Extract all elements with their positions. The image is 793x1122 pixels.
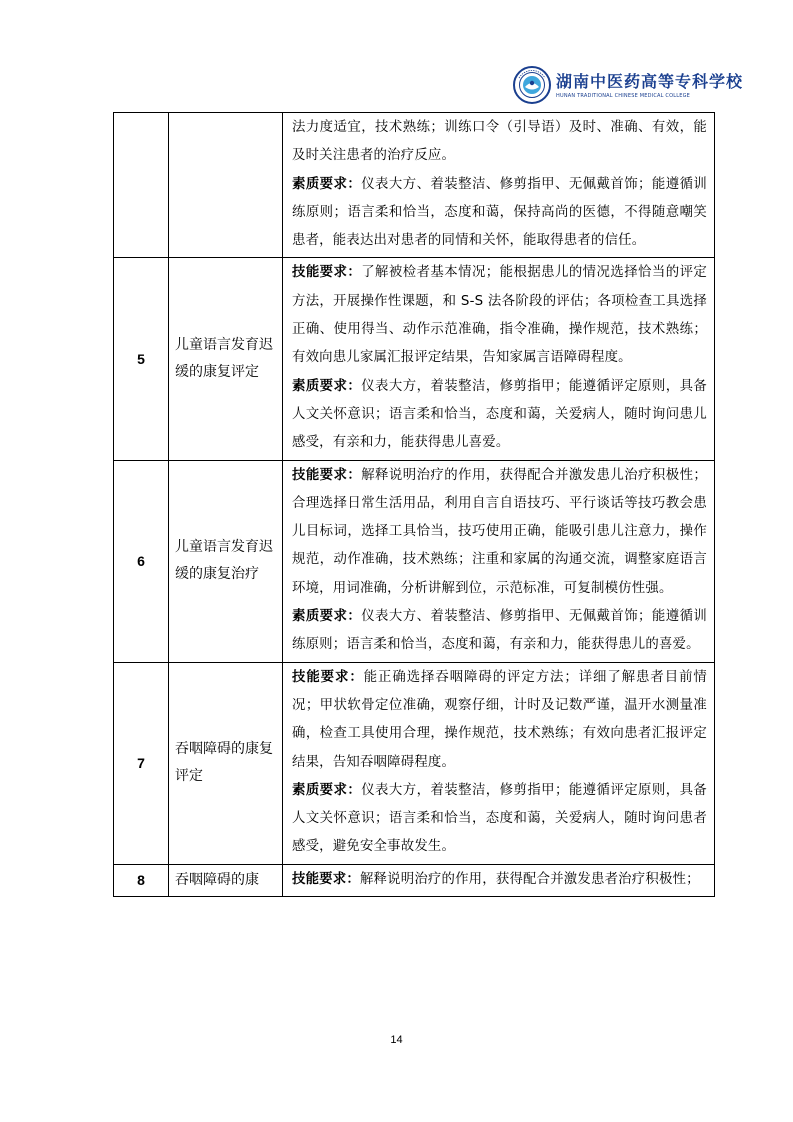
requirement-cell <box>283 113 715 258</box>
skill-label: 技能要求： <box>292 669 364 685</box>
skill-label: 技能要求： <box>292 871 360 887</box>
requirement-cell <box>283 662 715 864</box>
skill-label: 技能要求： <box>292 265 362 281</box>
table-row <box>114 113 715 258</box>
table-row <box>114 258 715 460</box>
item-name-cell: 吞咽障碍的康复评定 <box>169 662 283 864</box>
requirement-cell <box>283 258 715 460</box>
skill-text: 能正确选择吞咽障碍的评定方法；详细了解患者目前情况；甲状软骨定位准确，观察仔细，计时及记数严谨，温开水测量准确，检查工具使用合理，操作规范，技术熟练；有效向患者汇报评定结果，告知吞咽障碍程度。 <box>292 669 707 770</box>
row-number-cell: 7 <box>114 662 169 864</box>
row-number-cell: 5 <box>114 258 169 460</box>
item-name-cell: 吞咽障碍的康 <box>169 864 283 896</box>
skill-label: 技能要求： <box>292 467 362 483</box>
school-name-cn: 湖南中医药高等专科学校 <box>556 72 744 91</box>
skill-requirement <box>292 462 707 603</box>
page-number: 14 <box>390 1034 403 1046</box>
skill-requirement <box>292 866 707 894</box>
row-number-cell: 6 <box>114 460 169 662</box>
school-logo <box>513 66 744 106</box>
quality-label: 素质要求： <box>292 782 362 798</box>
table-row <box>114 864 715 896</box>
skill-requirement <box>292 664 707 777</box>
item-name-cell: 儿童语言发育迟缓的康复评定 <box>169 258 283 460</box>
quality-label: 素质要求： <box>292 609 362 625</box>
table-row <box>114 460 715 662</box>
quality-requirement <box>292 373 707 458</box>
skill-text: 了解被检者基本情况；能根据患儿的情况选择恰当的评定方法，开展操作性课题，和 S-S 法各阶段的评估；各项检查工具选择正确、使用得当、动作示范准确，指令准确，操作规范，技术熟练；有效向患儿家属汇报评定结果，告知家属言语障碍程度。 <box>292 265 708 366</box>
quality-requirement <box>292 603 707 660</box>
quality-requirement <box>292 777 707 862</box>
item-name-cell: 儿童语言发育迟缓的康复治疗 <box>169 460 283 662</box>
quality-label: 素质要求： <box>292 176 362 192</box>
continuation-text: 法力度适宜，技术熟练；训练口令（引导语）及时、准确、有效，能及时关注患者的治疗反应。 <box>292 120 707 164</box>
school-name-en: HUNAN TRADITIONAL CHINESE MEDICAL COLLEGE <box>556 93 691 99</box>
quality-text: 仪表大方，着装整洁，修剪指甲；能遵循评定原则，具备人文关怀意识；语言柔和恰当，态度和蔼，关爱病人，随时询问患者感受，避免安全事故发生。 <box>292 782 708 855</box>
skill-requirement <box>292 259 707 372</box>
table-row <box>114 662 715 864</box>
skill-text: 解释说明治疗的作用，获得配合并激发患者治疗积极性； <box>359 871 700 887</box>
quality-text: 仪表大方、着装整洁、修剪指甲、无佩戴首饰；能遵循训练原则；语言柔和恰当，态度和蔼，有亲和力，能获得患儿的喜爱。 <box>292 609 708 653</box>
item-name-cell <box>169 113 283 258</box>
requirement-cell <box>283 864 715 896</box>
quality-label: 素质要求： <box>292 378 362 394</box>
skill-text: 解释说明治疗的作用，获得配合并激发患儿治疗积极性；合理选择日常生活用品，利用自言自语技巧、平行谈话等技巧教会患儿目标词，选择工具恰当，技巧使用正确，能吸引患儿注意力，操作规范，动作准确，技术熟练；注重和家属的沟通交流，调整家庭语言环境，用词准确，分析讲解到位，示范标准，可复制模仿性强。 <box>292 467 708 596</box>
quality-text: 仪表大方、着装整洁、修剪指甲、无佩戴首饰；能遵循训练原则；语言柔和恰当，态度和蔼，保持高尚的医德，不得随意嘲笑患者，能表达出对患者的同情和关怀，能取得患者的信任。 <box>292 176 708 249</box>
requirement-cell <box>283 460 715 662</box>
assessment-table <box>113 112 715 897</box>
row-number-cell <box>114 113 169 258</box>
quality-text: 仪表大方，着装整洁，修剪指甲；能遵循评定原则，具备人文关怀意识；语言柔和恰当，态度和蔼，关爱病人，随时询问患儿感受，有亲和力，能获得患儿喜爱。 <box>292 378 708 451</box>
school-seal-icon <box>513 66 551 104</box>
quality-requirement <box>292 171 707 256</box>
row-number-cell: 8 <box>114 864 169 896</box>
